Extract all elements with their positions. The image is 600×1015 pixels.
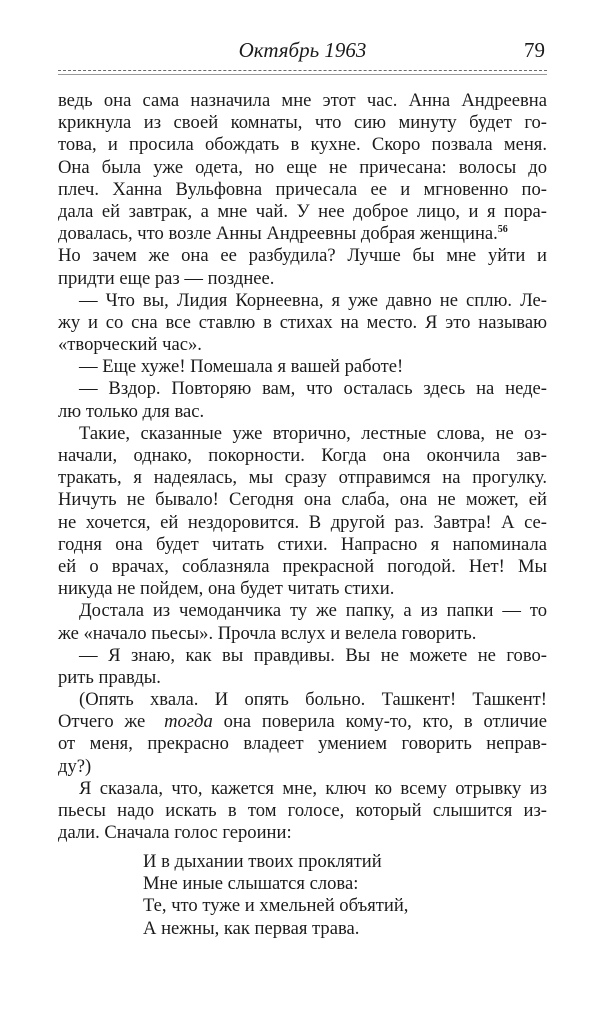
verse-line: Те, что туже и хмельней объятий, [143,895,409,917]
text-line: «творческий час». [58,334,202,356]
line-text: она поверила кому-то, кто, в отличие [223,711,547,733]
text-line: дали. Сначала голос героини: [58,822,292,844]
body-text [58,90,547,844]
running-title: Октябрь 1963 [238,38,367,62]
text-line: пьесы надо искать в том голосе, который слышится из- [58,800,547,821]
text-line: плеч. Ханна Вульфовна причесала ее и мгновенно по- [58,178,547,200]
text-line: — Я знаю, как вы правдивы. Вы не можете не гово- [79,644,547,666]
line-text: Отчего же [58,711,146,733]
text-line: (Опять хвала. И опять больно. Ташкент! Ташкент! [79,689,547,711]
text-line: — Вздор. Повторяю вам, что осталась здесь на неде- [79,378,547,400]
text-line: тракать, я надеялась, мы сразу отправимся на прогулку. [58,467,547,489]
text-line: не хочется, ей нездоровится. В другой раз. Завтра! А се- [58,511,547,533]
text-line: — Еще хуже! Помешала я вашей работе! [79,356,404,378]
page-header [58,38,547,66]
text-line: ведь она сама назначила мне этот час. Анна Андреевна [58,90,547,111]
text-line: Я сказала, что, кажется мне, ключ ко всему отрывку из [79,777,547,799]
text-line: крикнула из своей комнаты, что сию минуту будет го- [58,112,547,134]
text-line: това, и просила обождать в кухне. Скоро позвала меня. [58,134,547,156]
text-line: от меня, прекрасно владеет умением говорить неправ- [58,733,547,755]
text-line: Но зачем же она ее разбудила? Лучше бы мне уйти и [58,245,547,267]
text-line [58,223,547,245]
text-line: рить правды. [58,666,161,688]
text-line: ду?) [58,755,92,777]
text-line: никуда не пойдем, она будет читать стихи. [58,578,395,600]
text-line: Она была уже одета, но еще не причесана: волосы до [58,156,547,178]
emphasis-text: тогда [164,711,213,733]
text-line: лю только для вас. [58,400,205,422]
verse-line: Мне иные слышатся слова: [143,873,359,895]
footnote-ref[interactable]: 56 [497,223,508,235]
text-line: — Что вы, Лидия Корнеевна, я уже давно не сплю. Ле- [79,289,547,311]
page-number: 79 [524,38,545,62]
text-line [58,711,547,733]
text-line: Достала из чемоданчика ту же папку, а из папки — то [79,600,547,622]
line-text: довалась, что возле Анны Андреевны добрая женщина. [58,223,498,245]
text-line: Такие, сказанные уже вторично, лестные слова, не оз- [79,422,547,444]
text-line: ей о врачах, соблазняла прекрасной погодой. Нет! Мы [58,555,547,577]
text-line: начали, однако, покорности. Когда она окончила зав- [58,445,547,466]
verse-line: И в дыхании твоих проклятий [143,851,382,872]
text-line: жу и со сна все ставлю в стихах на место. Я это называю [58,311,547,333]
text-line: же «начало пьесы». Прочла вслух и велела говорить. [58,622,477,644]
header-rule [58,74,547,75]
verse-quote [143,851,408,940]
header-rule [58,70,547,71]
text-line: Ничуть не бывало! Сегодня она слаба, она не может, ей [58,489,547,511]
text-line: придти еще раз — позднее. [58,267,275,289]
text-line: дала ей завтрак, а мне чай. У нее доброе лицо, и я пора- [58,200,547,222]
verse-line: А нежны, как первая трава. [143,917,360,939]
text-line: годня она будет читать стихи. Напрасно я напоминала [58,533,547,555]
